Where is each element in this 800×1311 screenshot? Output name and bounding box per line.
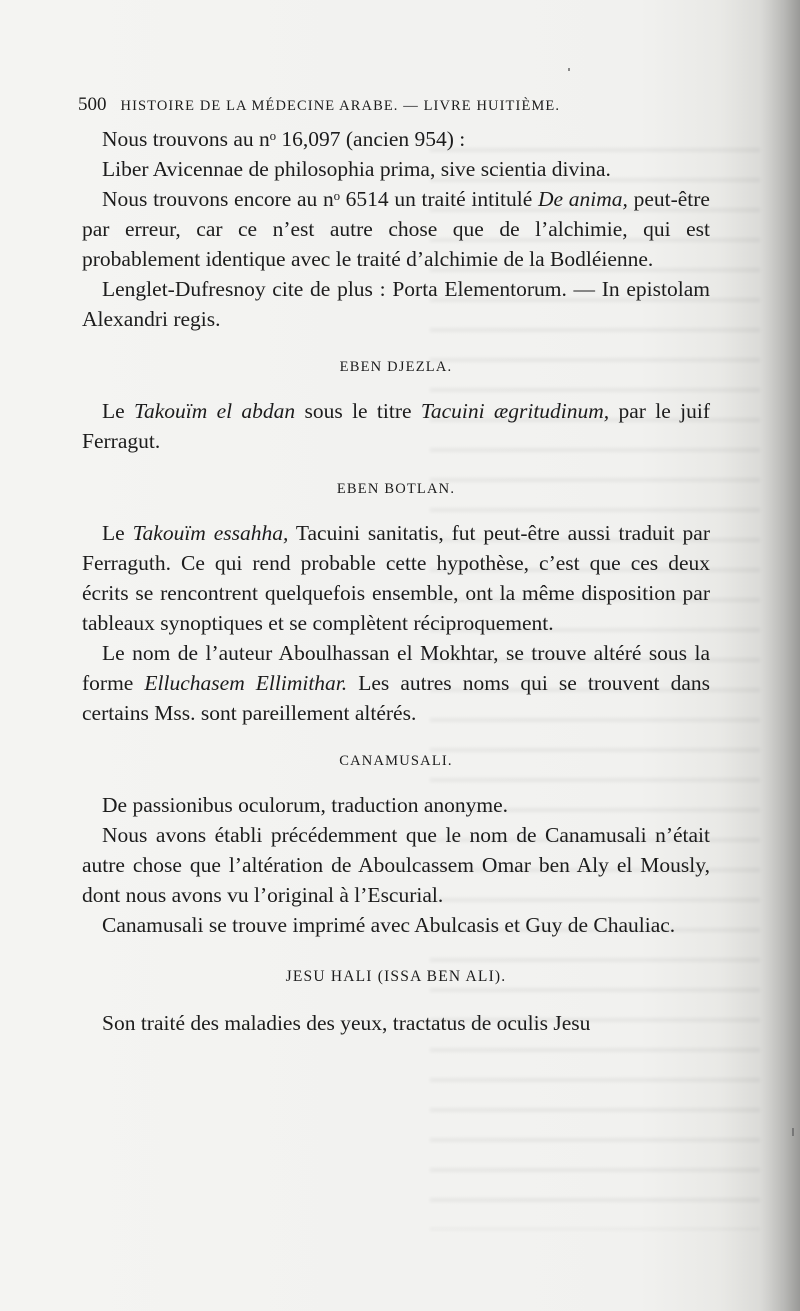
italic-title-de-anima: De anima, — [538, 187, 628, 211]
italic-name-elluchasem: Elluchasem Ellimithar. — [144, 671, 348, 695]
section-heading-eben-djezla: EBEN DJEZLA. — [339, 359, 453, 375]
page-number: 500 — [78, 94, 107, 115]
section-heading-eben-botlan: EBEN BOTLAN. — [336, 481, 456, 497]
paragraph-liber-avicennae: Liber Avicennae de philosophia prima, sive scientia divina. — [102, 157, 611, 181]
paragraph-canamusali-printed: Canamusali se trouve imprimé avec Abulcasis et Guy de Chauliac. — [102, 913, 676, 937]
margin-mark — [792, 1128, 794, 1136]
paragraph-de-anima: Nous trouvons encore au nᵒ 6514 un traité intitulé De anima, peut-être par erreur, car ce n’est autre chose que de l’alchimie, qui est probablement identique avec le traité d’alchimie de la Bodléienne. — [82, 187, 710, 271]
paragraph-author-name: Le nom de l’auteur Aboulhassan el Mokhtar, se trouve altéré sous la forme Elluchasem Ellimithar. Les autres noms qui se trouvent dans certains Mss. sont pareillement altérés. — [82, 641, 710, 725]
italic-title-takouim-essahha: Takouïm essahha, — [132, 521, 289, 545]
section-heading-canamusali: CANAMUSALI. — [339, 753, 453, 769]
paragraph-takouim-essahha: Le Takouïm essahha, Tacuini sanitatis, fut peut-être aussi traduit par Ferraguth. Ce qui rend probable cette hypothèse, c’est que ces deux écrits se rencontrent quelquefois ensemble, ont la même disposition par tableaux synoptiques et se complètent réciproquement. — [82, 521, 710, 635]
paragraph-lenglet-dufresnoy: Lenglet-Dufresnoy cite de plus : Porta Elementorum. — In epistolam Alexandri regis. — [82, 277, 710, 331]
page-gutter-shadow — [760, 0, 800, 1311]
paragraph-catalogue-16097: Nous trouvons au nᵒ 16,097 (ancien 954) : — [102, 127, 466, 151]
paragraph-canamusali-origin: Nous avons établi précédemment que le nom de Canamusali n’était autre chose que l’altération de Aboulcassem Omar ben Aly el Mously, dont nous avons vu l’original à l’Escurial. — [82, 823, 710, 907]
running-title: HISTOIRE DE LA MÉDECINE ARABE. — LIVRE HUITIÈME. — [120, 98, 561, 114]
paragraph-jesu-hali: Son traité des maladies des yeux, tractatus de oculis Jesu — [102, 1011, 591, 1035]
italic-title-tacuini-aegritudinum: Tacuini ægritudinum, — [420, 399, 610, 423]
italic-title-takouim-el-abdan: Takouïm el abdan — [134, 399, 296, 423]
page-body — [78, 90, 710, 1038]
print-speck — [568, 68, 570, 71]
section-heading-jesu-hali: JESU HALI (ISSA BEN ALI). — [285, 968, 507, 985]
running-header — [78, 90, 710, 115]
paragraph-de-passionibus: De passionibus oculorum, traduction anonyme. — [102, 793, 509, 817]
paragraph-takouim-el-abdan: Le Takouïm el abdan sous le titre Tacuini ægritudinum, par le juif Ferragut. — [82, 399, 710, 453]
